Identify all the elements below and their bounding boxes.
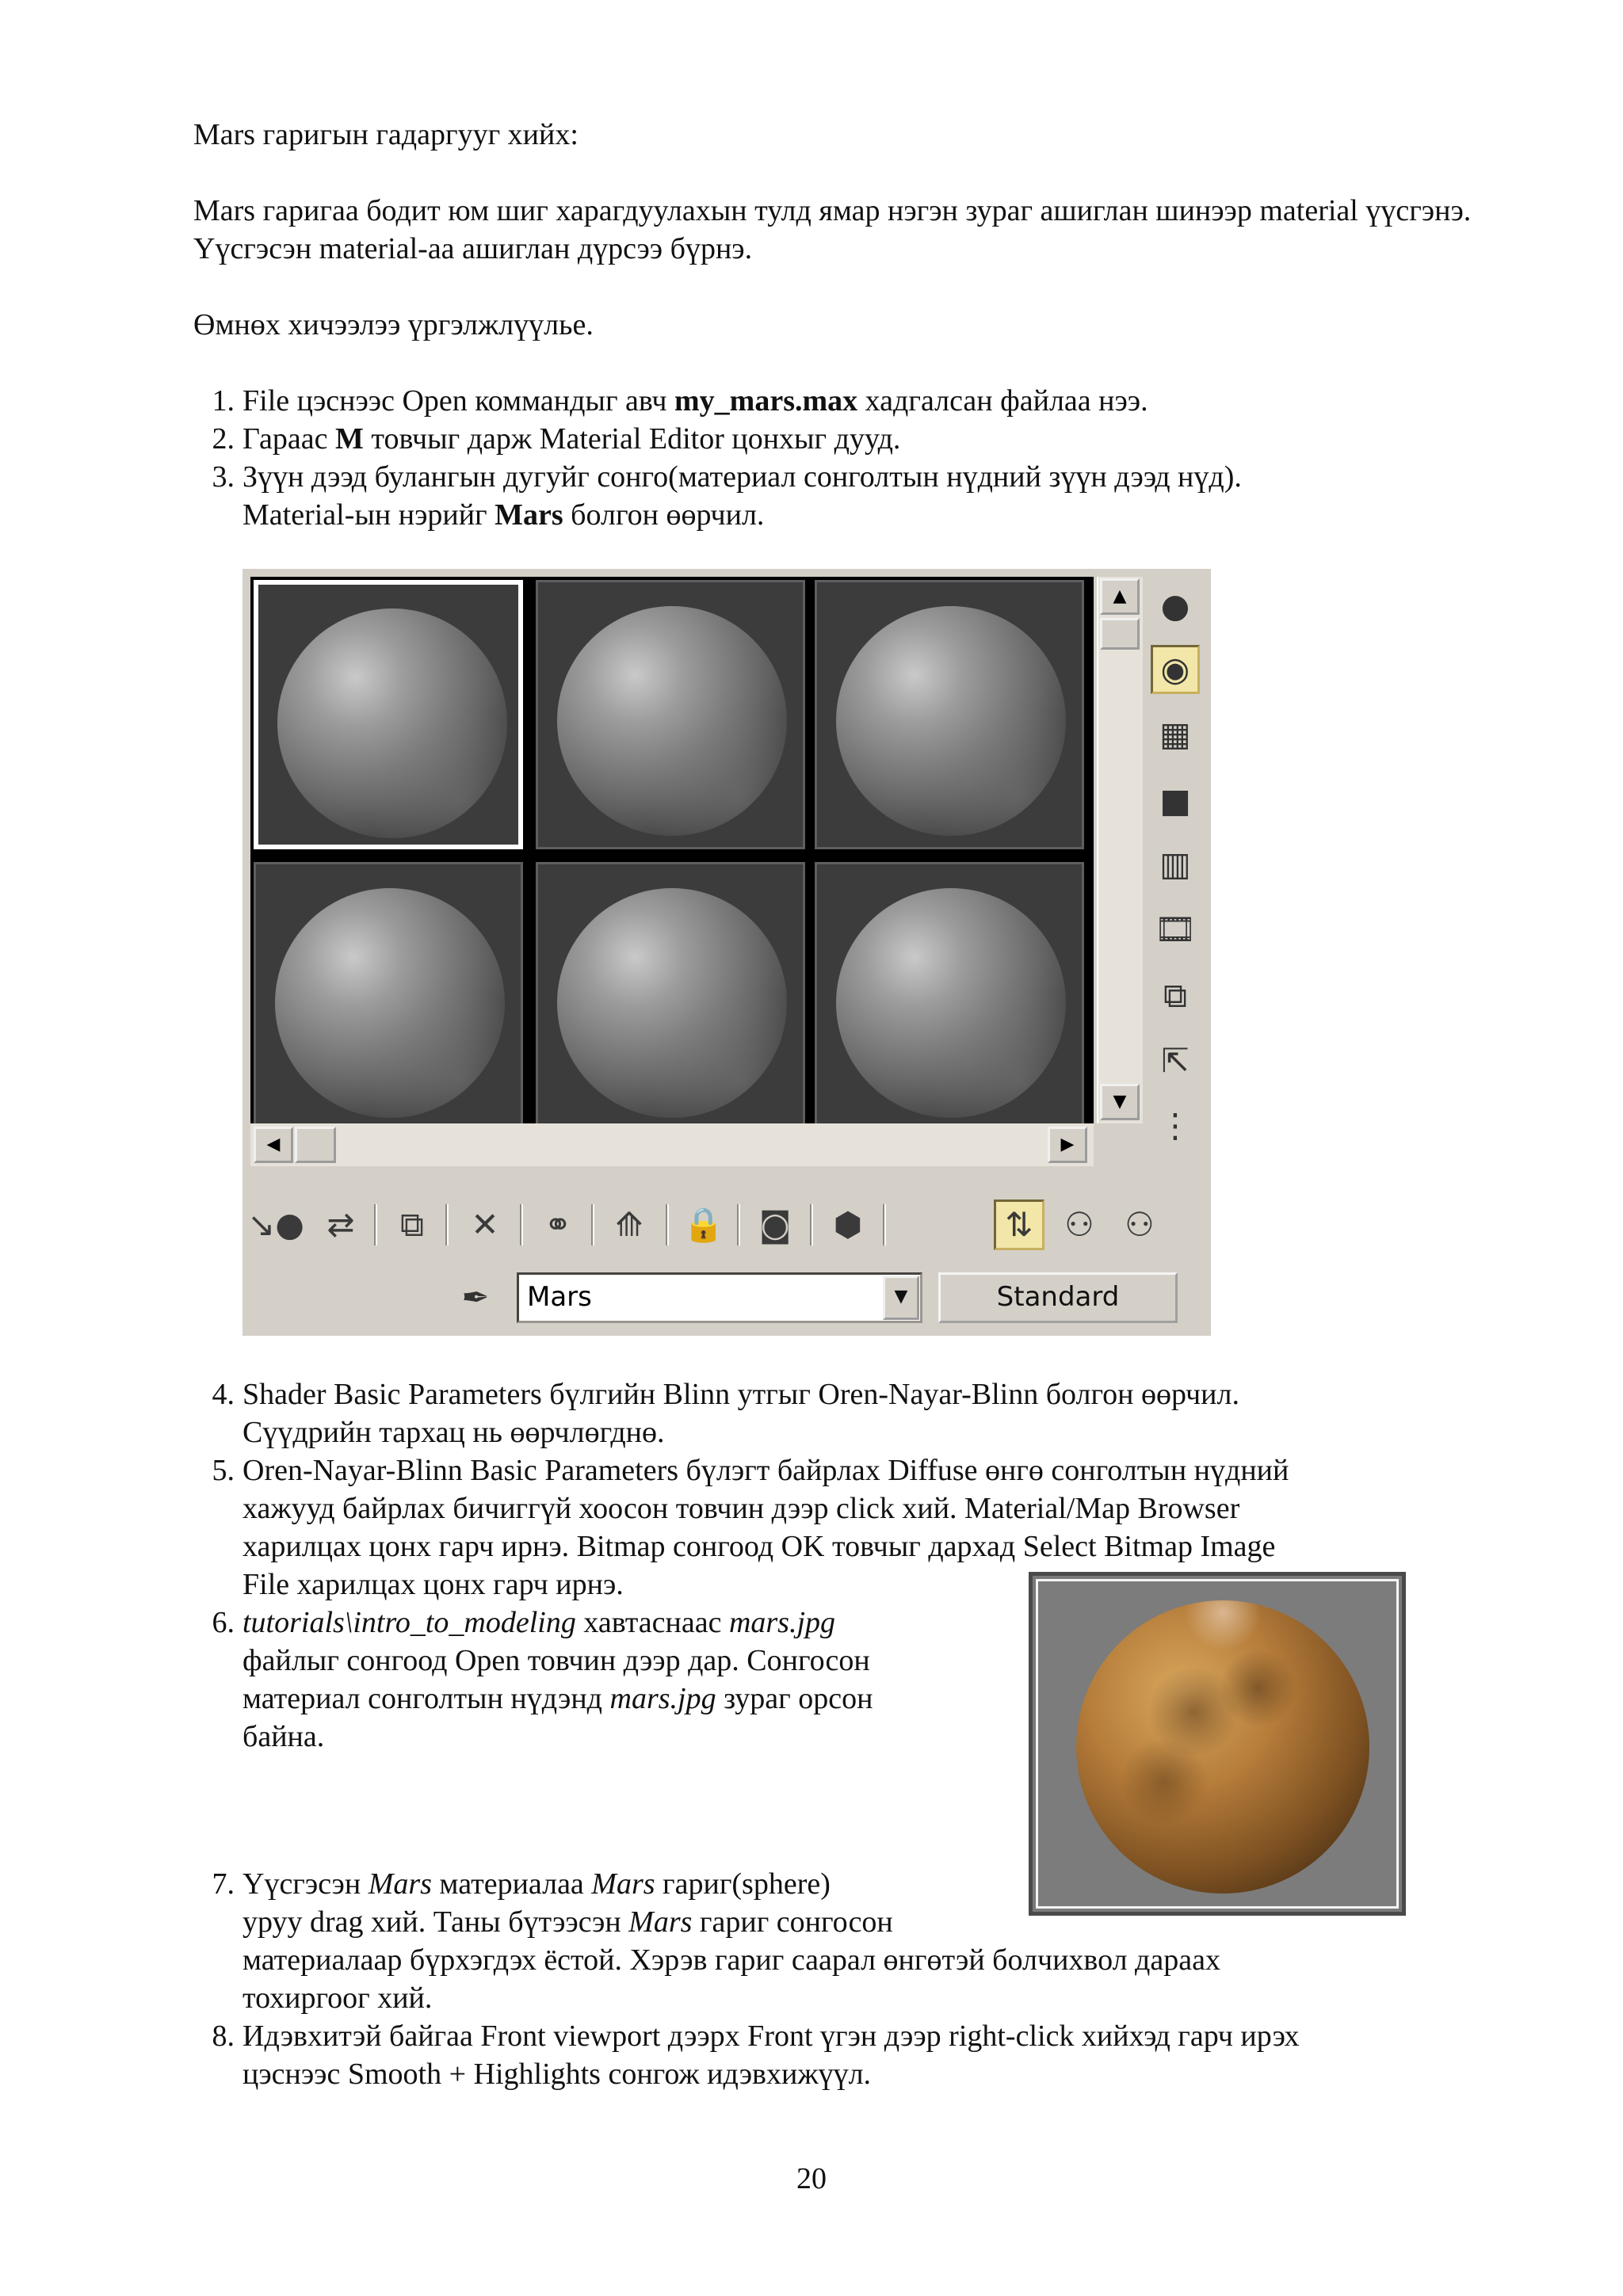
put-to-library-icon[interactable]: ⟰ (615, 1205, 643, 1244)
toolbar-separator (520, 1204, 523, 1245)
sample-slot[interactable] (815, 862, 1084, 1131)
step-text: хавтаснаас (575, 1606, 729, 1639)
sample-sphere (557, 888, 787, 1118)
step-7 (212, 1865, 1479, 2017)
put-to-scene-icon[interactable]: ⇄ (327, 1205, 355, 1244)
step-number: 1. (212, 384, 235, 418)
scroll-left-button[interactable]: ◀ (254, 1127, 293, 1163)
step-1 (212, 382, 1479, 420)
sample-sphere (836, 888, 1066, 1118)
get-material-icon[interactable]: ↘● (247, 1205, 304, 1244)
slot-frame (1036, 1579, 1399, 1909)
step-number: 7. (212, 1867, 235, 1901)
assign-to-selection-icon[interactable]: ⧉ (400, 1205, 424, 1244)
step-text: Shader Basic Parameters бүлгийн Blinn утгыг Oren-Nayar-Blinn болгон өөрчил. (242, 1378, 1239, 1411)
make-preview-icon[interactable]: 🎞 (1154, 910, 1197, 948)
file-name: mars.jpg (728, 1606, 836, 1639)
mars-material-slot-image (1029, 1572, 1406, 1916)
sample-sphere (557, 606, 787, 836)
step-text: материалаа (431, 1867, 592, 1901)
reset-map-icon[interactable]: ✕ (471, 1205, 499, 1244)
sample-uv-tiling-icon[interactable]: ■ (1159, 781, 1191, 820)
options-icon[interactable]: ⧉ (1163, 976, 1187, 1015)
step-text: File цэснээс Open коммандыг авч (242, 384, 675, 418)
step-4 (212, 1375, 1479, 1451)
go-to-parent-icon[interactable]: ⇅ (994, 1199, 1044, 1250)
sample-sphere (277, 608, 507, 838)
step-number: 5. (212, 1454, 235, 1487)
material-name-dropdown-arrow[interactable]: ▼ (883, 1276, 919, 1320)
step-text: зураг орсон (716, 1682, 873, 1715)
scroll-right-button[interactable]: ▶ (1048, 1127, 1087, 1163)
step-text: File харилцах цонх гарч ирнэ. (242, 1568, 624, 1601)
step-text: Гараас (242, 422, 335, 456)
material-name-row (242, 1266, 1211, 1329)
intro-paragraph: Mars гаригаа бодит юм шиг харагдуулахын тулд ямар нэгэн зураг ашиглан шинээр material үүсгэнэ. Үүсгэсэн material-аа ашиглан дүрсээ бүрнэ. (193, 194, 1472, 265)
scroll-up-button[interactable]: ▲ (1100, 578, 1140, 615)
step-text: уруу drag хий. Таны бүтээсэн (242, 1905, 629, 1939)
step-text: Идэвхитэй байгаа Front viewport дээрх Front үгэн дээр right-click хийхэд гарч ирэх (242, 2019, 1300, 2053)
step-text: тохиргоог хий. (242, 1981, 433, 2015)
material-name-field[interactable]: Mars (517, 1272, 922, 1323)
vertical-scrollbar[interactable] (1097, 577, 1143, 1123)
step-number: 6. (212, 1606, 235, 1639)
step-text: Үүсгэсэн (242, 1867, 369, 1901)
file-name: mars.jpg (609, 1682, 716, 1715)
video-color-check-icon[interactable]: ▥ (1159, 845, 1191, 883)
make-unique-icon[interactable]: ⚭ (544, 1205, 572, 1244)
toolbar-separator (737, 1204, 740, 1245)
sample-slot[interactable] (536, 580, 805, 849)
step-number: 4. (212, 1378, 235, 1411)
toolbar-separator (883, 1204, 886, 1245)
horizontal-scrollbar[interactable] (250, 1123, 1094, 1166)
material-navigator-icon[interactable]: ⋮ (1159, 1106, 1192, 1145)
step-text: Сүүдрийн тархац нь өөрчлөгднө. (242, 1416, 665, 1449)
material-type-button[interactable]: Standard (938, 1272, 1178, 1323)
material-editor-screenshot (242, 569, 1211, 1336)
step-text: материал сонголтын нүдэнд (242, 1682, 610, 1715)
sample-type-sphere-icon[interactable]: ● (1160, 586, 1190, 625)
step-text: хадгалсан файлаа нээ. (857, 384, 1148, 418)
material-name-text: Mars (495, 498, 563, 532)
hotkey: M (335, 422, 364, 456)
toolbar-separator (445, 1204, 449, 1245)
step-text: материалаар бүрхэгдэх ёстой. Хэрэв гариг саарал өнгөтэй болчихвол дараах (242, 1943, 1220, 1977)
page-number: 20 (796, 2162, 827, 2195)
continue-text: Өмнөх хичээлээ үргэлжлүүлье. (193, 308, 594, 341)
step-number: 3. (212, 460, 235, 494)
step-text: Material-ын нэрийг (242, 498, 495, 532)
step-text: гариг(sphere) (655, 1867, 831, 1901)
toolbar-separator (810, 1204, 813, 1245)
show-end-result-icon[interactable]: ⬢ (833, 1205, 863, 1244)
sample-slot[interactable] (815, 580, 1084, 849)
select-by-material-icon[interactable]: ⇱ (1161, 1041, 1190, 1080)
scroll-thumb[interactable] (1100, 618, 1140, 650)
step-number: 2. (212, 422, 235, 456)
step-text: харилцах цонх гарч ирнэ. Bitmap сонгоод OK товчыг дархад Select Bitmap Image (242, 1530, 1276, 1563)
step-2 (212, 420, 1479, 458)
go-forward-to-sibling-icon[interactable]: ⚇ (1064, 1205, 1094, 1244)
material-effects-channel-icon[interactable]: 🔒 (682, 1205, 725, 1244)
show-map-in-viewport-icon[interactable]: ◙ (758, 1205, 792, 1244)
step-text: цэснээс Smooth + Highlights сонгож идэвхижүүл. (242, 2058, 872, 2091)
step-text: Зүүн дээд булангын дугуйг сонго(материал сонголтын нүдний зүүн дээд нүд). (242, 460, 1242, 494)
toolbar-separator (374, 1204, 377, 1245)
step-text: гариг сонгосон (692, 1905, 893, 1939)
sample-slot[interactable] (254, 862, 523, 1131)
sample-sphere (836, 606, 1066, 836)
backlight-icon[interactable]: ◉ (1151, 645, 1200, 694)
step-6 (212, 1604, 1035, 1756)
scroll-thumb[interactable] (295, 1127, 336, 1163)
step-text: байна. (242, 1720, 325, 1753)
sample-slot[interactable] (254, 580, 523, 849)
material-name-text: Mars (368, 1867, 432, 1901)
file-name: my_mars.max (674, 384, 858, 418)
bottom-toolbar (242, 1195, 1211, 1258)
mars-sphere (1076, 1600, 1369, 1894)
go-to-sibling-icon[interactable]: ⚇ (1125, 1205, 1155, 1244)
object-name-text: Mars (591, 1867, 655, 1901)
pick-material-eyedropper-icon[interactable]: ✒ (461, 1278, 490, 1317)
step-text: болгон өөрчил. (563, 498, 765, 532)
toolbar-separator (666, 1204, 669, 1245)
sample-slot[interactable] (536, 862, 805, 1131)
step-8 (212, 2017, 1479, 2093)
step-text: товчыг дарж Material Editor цонхыг дууд. (363, 422, 901, 456)
side-toolbar (1140, 569, 1211, 1171)
section-title: Mars гаригын гадаргууг хийх: (193, 118, 579, 151)
folder-path: tutorials\intro_to_modeling (242, 1606, 576, 1639)
object-name-text: Mars (628, 1905, 693, 1939)
step-text: хажууд байрлах бичиггүй хоосон товчин дээр click хий. Material/Map Browser (242, 1492, 1240, 1525)
sample-sphere (275, 888, 505, 1118)
sample-slot-grid (250, 577, 1094, 1146)
toolbar-separator (591, 1204, 594, 1245)
step-text: файлыг сонгоод Open товчин дээр дар. Сонгосон (242, 1644, 870, 1677)
step-text: Oren-Nayar-Blinn Basic Parameters бүлэгт байрлах Diffuse өнгө сонголтын нүдний (242, 1454, 1289, 1487)
scroll-down-button[interactable]: ▼ (1100, 1084, 1140, 1120)
step-3 (212, 458, 1479, 534)
step-number: 8. (212, 2019, 235, 2053)
background-checker-icon[interactable]: ▦ (1159, 715, 1191, 753)
